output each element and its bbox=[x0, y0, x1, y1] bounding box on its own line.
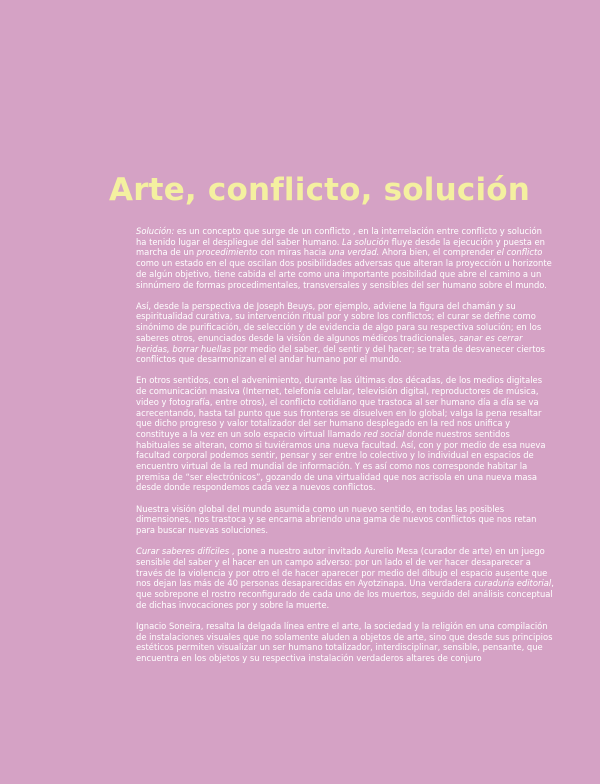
italic-text: sanar es cerrar heridas, borrar huellas bbox=[136, 332, 523, 354]
italic-text: red social bbox=[363, 428, 405, 439]
text-run: Así, desde la perspectiva de Joseph Beuys, por ejemplo, adviene la figura del chamán y su espiritualidad curativa, su intervención ritual por y sobre los conflictos; el curar se define como sinónimo de purificación, de selección y de evidencia de algo para su respectiva solución; en los saberes otros, enunciados desde la visión de algunos médicos tradicionales, bbox=[136, 300, 542, 343]
body-paragraph bbox=[136, 546, 554, 610]
italic-text: Solución: bbox=[136, 226, 175, 236]
italic-text: una verdad. bbox=[328, 247, 380, 258]
text-run: por medio del saber, del sentir y del hacer; se trata de desvanecer ciertos conflictos que desarmonizan el el andar humano por el mundo. bbox=[136, 343, 545, 365]
text-run: Nuestra visión global del mundo asumida como un nuevo sentido, en todas las posibles dimensiones, nos trastoca y se encarna abriendo una gama de nuevos conflictos que nos retan para buscar nuevas soluciones. bbox=[136, 503, 537, 536]
italic-text: procedimiento bbox=[196, 247, 258, 258]
text-run: como un estado en el que oscilan dos posibilidades adversas que alteran la proyección u horizonte de algún objetivo, tiene cabida el arte como una importante posibilidad que abre el camino a un sinnúmero de formas procedimentales, transversales y sensibles del ser humano sobre el mundo. bbox=[136, 258, 552, 290]
text-run: , que sobrepone el rostro reconfigurado de cada uno de los muertos, seguido del análisis conceptual de dichas invocaciones por y sobre la muerte. bbox=[136, 578, 554, 610]
text-run: En otros sentidos, con el advenimiento, durante las últimas dos décadas, de los medios digitales de comunicación masiva (Internet, telefonía celular, televisión digital, reproductores de música, video y fotografía, entre otros), el conflicto cotidiano que trastoca al ser humano día a día se va acrecentando, hasta tal punto que sus fronteras se disuelven en lo global; valga la pena resaltar que dicho progreso y valor totalizador del ser humano desplegado en la red nos unifica y constituye a la vez en un solo espacio virtual llamado bbox=[136, 375, 543, 439]
text-run: , pone a nuestro autor invitado Aurelio Mesa (curador de arte) en un juego sensible del saber y el hacer en un campo adverso: por un lado el de ver hacer desaparecer a través de la violencia y por otro el de hacer aparecer por medio del dibujo el espacio ausente que nos dejan las más de 40 personas desaparecidas en Ayotzinapa. Una verdadera bbox=[136, 546, 548, 589]
italic-text: el conflicto bbox=[496, 247, 543, 258]
text-run: donde nuestros sentidos habituales se alteran, como si tuviéramos una nueva facultad. Así, con y por medio de esa nueva facultad corporal podemos sentir, pensar y ser entre lo colectivo y lo individual en espacios de encuentro virtual de la red mundial de información. Y es así como nos corresponde habitar la premisa de “ser electrónicos”, gozando de una virtualidad que nos acrisola en una nueva masa desde donde respondemos cada vez a nuevos conflictos. bbox=[136, 428, 546, 493]
text-run: Ignacio Soneira, resalta la delgada línea entre el arte, la sociedad y la religión en una compilación de instalaciones visuales que no solamente aluden a objetos de arte, sino que desde sus principios estéticos permiten visualizar un ser humano totalizador, interdisciplinar, sensible, pensante, que encuentra en los objetos y su respectiva instalación verdaderos altares de conjuro bbox=[136, 621, 553, 664]
body-paragraph bbox=[136, 226, 554, 290]
italic-text: curaduría editorial bbox=[474, 578, 552, 589]
italic-text: Curar saberes difíciles bbox=[136, 546, 230, 557]
body-paragraph bbox=[136, 375, 554, 493]
body-paragraph bbox=[136, 301, 554, 365]
text-run: con miras hacia bbox=[257, 247, 329, 258]
italic-text: La solución bbox=[342, 236, 389, 247]
text-run: es un concepto que surge de un conflicto , en la interrelación entre conflicto y solución ha tenido lugar el despliegue del saber humano. bbox=[136, 226, 542, 247]
text-run: fluye desde la ejecución y puesta en marcha de un bbox=[136, 236, 545, 258]
article-body bbox=[136, 226, 554, 674]
body-paragraph bbox=[136, 621, 554, 664]
text-run: Ahora bien, el comprender bbox=[379, 247, 497, 258]
article-title: Arte, conflicto, solución bbox=[109, 172, 531, 208]
body-paragraph bbox=[136, 504, 554, 536]
